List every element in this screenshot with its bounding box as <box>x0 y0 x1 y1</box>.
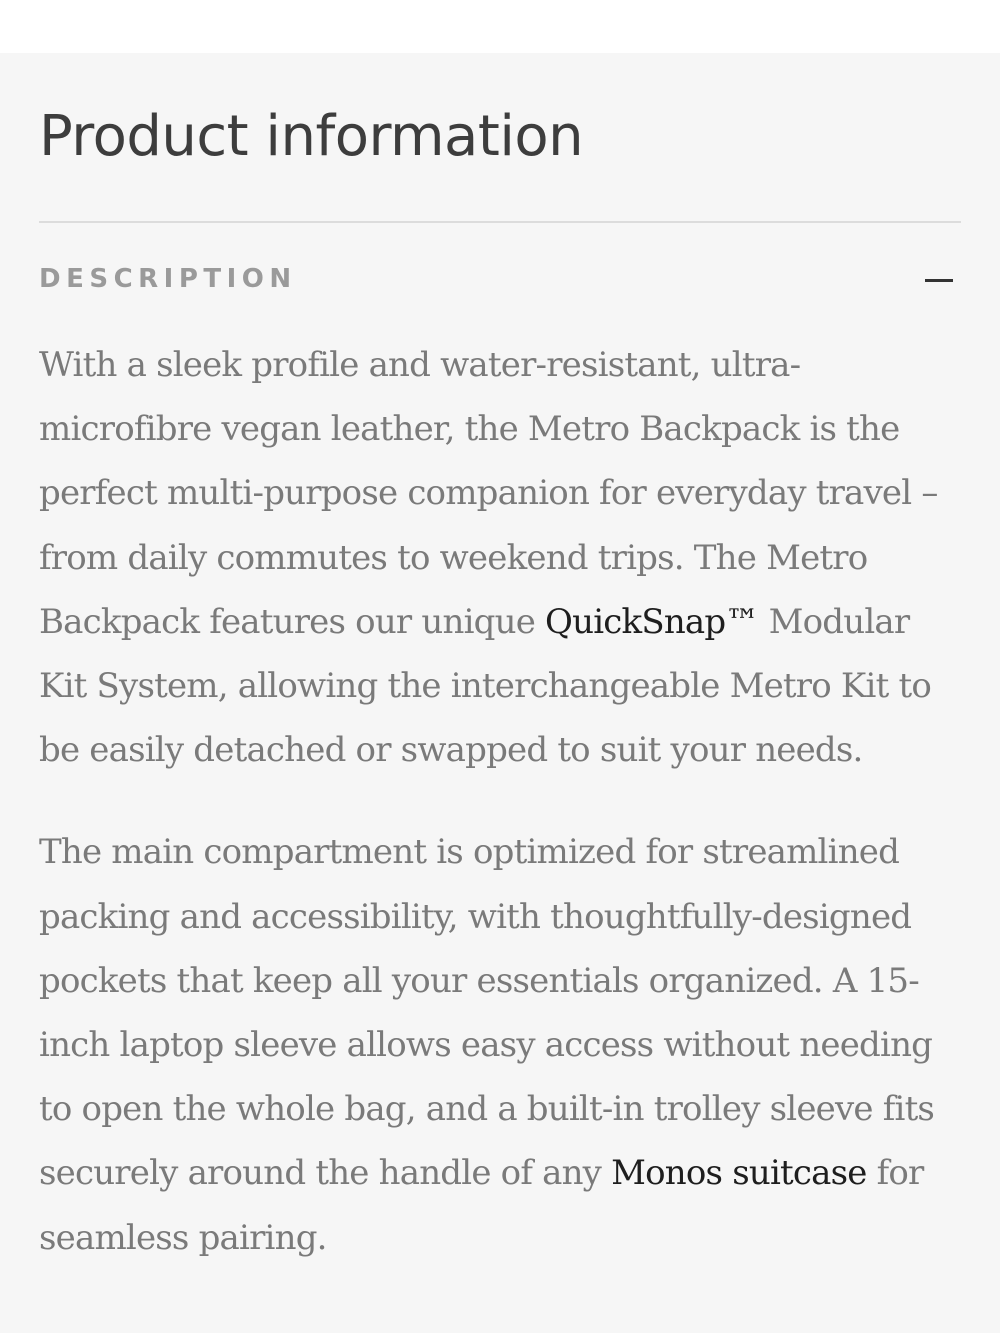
accordion-label: DESCRIPTION <box>39 264 297 294</box>
paragraph-text: With a sleek profile and water-resistant, ultra-microfibre vegan leather, the Metro Backpack is the perfect multi-purpose companion for everyday travel – from daily commutes to weekend trips. The Metro Backpack features our unique <box>39 345 938 642</box>
paragraph-text: for seamless pairing. <box>39 1153 924 1258</box>
top-bar <box>0 0 1000 53</box>
divider <box>39 221 961 223</box>
description-accordion-header[interactable] <box>39 258 961 304</box>
minus-icon[interactable] <box>925 279 953 282</box>
description-body <box>39 333 964 1308</box>
description-paragraph <box>39 333 964 782</box>
quicksnap-link[interactable]: QuickSnap™ <box>545 601 759 642</box>
paragraph-text: The main compartment is optimized for streamlined packing and accessibility, with thoughtfully-designed pockets that keep all your essentials organized. A 15-inch laptop sleeve allows easy access without needing to open the whole bag, and a built-in trolley sleeve fits securely around the handle of any <box>39 832 935 1194</box>
monos-suitcase-link[interactable]: Monos suitcase <box>611 1153 867 1194</box>
section-title: Product information <box>39 104 584 169</box>
description-paragraph <box>39 820 964 1269</box>
product-information-panel <box>0 53 1000 1333</box>
paragraph-text: Modular Kit System, allowing the interchangeable Metro Kit to be easily detached or swapped to suit your needs. <box>39 601 932 771</box>
